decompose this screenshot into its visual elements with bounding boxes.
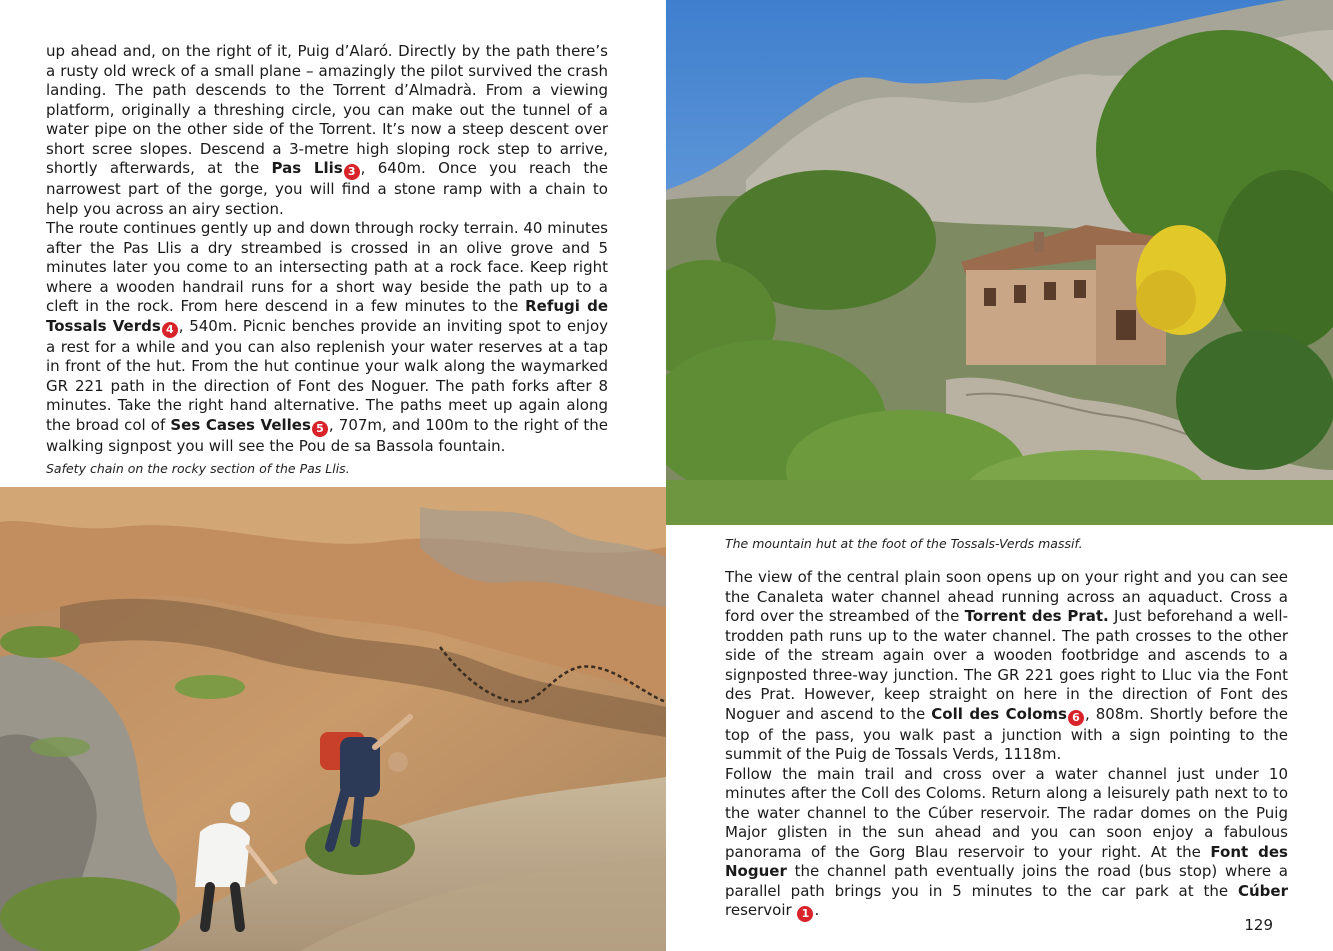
right-page: [666, 0, 1333, 951]
right-paragraph-1: [725, 568, 1288, 765]
photo-pas-llis-climb: [0, 487, 666, 951]
photo-mountain-hut: [666, 0, 1333, 525]
text-run: .: [814, 901, 820, 919]
left-paragraph-1: [46, 42, 608, 219]
photo-caption-right: The mountain hut at the foot of the Tossals-Verds massif.: [725, 536, 1083, 551]
place-name: Font des Noguer: [725, 842, 1288, 880]
place-name: Cúber: [1238, 881, 1288, 900]
left-page: [0, 0, 666, 951]
text-run: , 808m. Shortly before the top of the pass, you walk past a junction with a sign pointing to the summit of the Puig de Tossals Verds, 1118m.: [725, 704, 1288, 763]
place-name: Ses Cases Velles: [170, 415, 311, 434]
waypoint-marker: 1: [797, 906, 813, 922]
place-name: Torrent des Prat.: [964, 607, 1109, 625]
left-paragraph-2: [46, 219, 608, 456]
text-run: , 707m, and 100m to the right of the walking signpost you will see the Pou de sa Bassola fountain.: [46, 415, 608, 455]
page-number: 129: [1244, 916, 1273, 934]
photo-caption-left: Safety chain on the rocky section of the Pas Llis.: [46, 461, 350, 476]
place-name: Coll des Coloms: [931, 704, 1067, 723]
right-body-text: [725, 568, 1288, 922]
waypoint-marker: 3: [344, 164, 360, 180]
text-run: , 540m. Picnic benches provide an inviting spot to enjoy a rest for a while and you can also replenish your water reserves at a tap in front of the hut. From the hut continue your walk along the waymarked GR 221 path in the direction of Font des Noguer. The path forks after 8 minutes. Take the right hand alternative. The paths meet up again along the broad col of: [46, 316, 608, 434]
waypoint-marker: 5: [312, 421, 328, 437]
text-run: the channel path eventually joins the road (bus stop) where a parallel path brings you in 5 minutes to the car park at the: [725, 862, 1288, 900]
place-name: Pas Llis: [271, 159, 343, 177]
right-paragraph-2: [725, 765, 1288, 923]
waypoint-marker: 4: [162, 322, 178, 338]
waypoint-marker: 6: [1068, 710, 1084, 726]
text-run: Just beforehand a well-trodden path runs up to the water channel. The path crosses to the other side of the stream again over a wooden footbridge and ascends to a signposted three-way junction. The GR 221 goes right to Lluc via the Font des Prat. However, keep straight on here in the direction of Font des Noguer and ascend to the: [725, 607, 1289, 723]
place-name: Refugi de Tossals Verds: [46, 297, 608, 335]
text-run: , 640m. Once you reach the narrowest part of the gorge, you will find a stone ramp with a chain to help you across an airy section.: [46, 159, 608, 218]
left-body-text: [46, 42, 608, 456]
text-run: The view of the central plain soon opens up on your right and you can see the Canaleta water channel ahead running across an aquaduct. Cross a ford over the streambed of the: [725, 568, 1288, 625]
text-run: reservoir: [725, 901, 797, 919]
text-run: The route continues gently up and down through rocky terrain. 40 minutes after the Pas Llis a dry streambed is crossed in an olive grove and 5 minutes later you come to an intersecting path at a rock face. Keep right where a wooden handrail runs for a short way beside the path up to a cleft in the rock. From here descend in a few minutes to the: [46, 219, 608, 315]
text-run: up ahead and, on the right of it, Puig d’Alaró. Directly by the path there’s a rusty old wreck of a small plane – amazingly the pilot survived the crash landing. The path descends to the Torrent d’Almadrà. From a viewing platform, originally a threshing circle, you can make out the tunnel of a water pipe on the other side of the Torrent. It’s now a steep descent over short scree slopes. Descend a 3-metre high sloping rock step to arrive, shortly afterwards, at the: [46, 42, 608, 177]
text-run: Follow the main trail and cross over a water channel just under 10 minutes after the Coll des Coloms. Return along a leisurely path next to to the water channel to the Cúber reservoir. The radar domes on the Puig Major glisten in the sun ahead and you can soon enjoy a fabulous panorama of the Gorg Blau reservoir to your right. At the: [725, 764, 1288, 861]
